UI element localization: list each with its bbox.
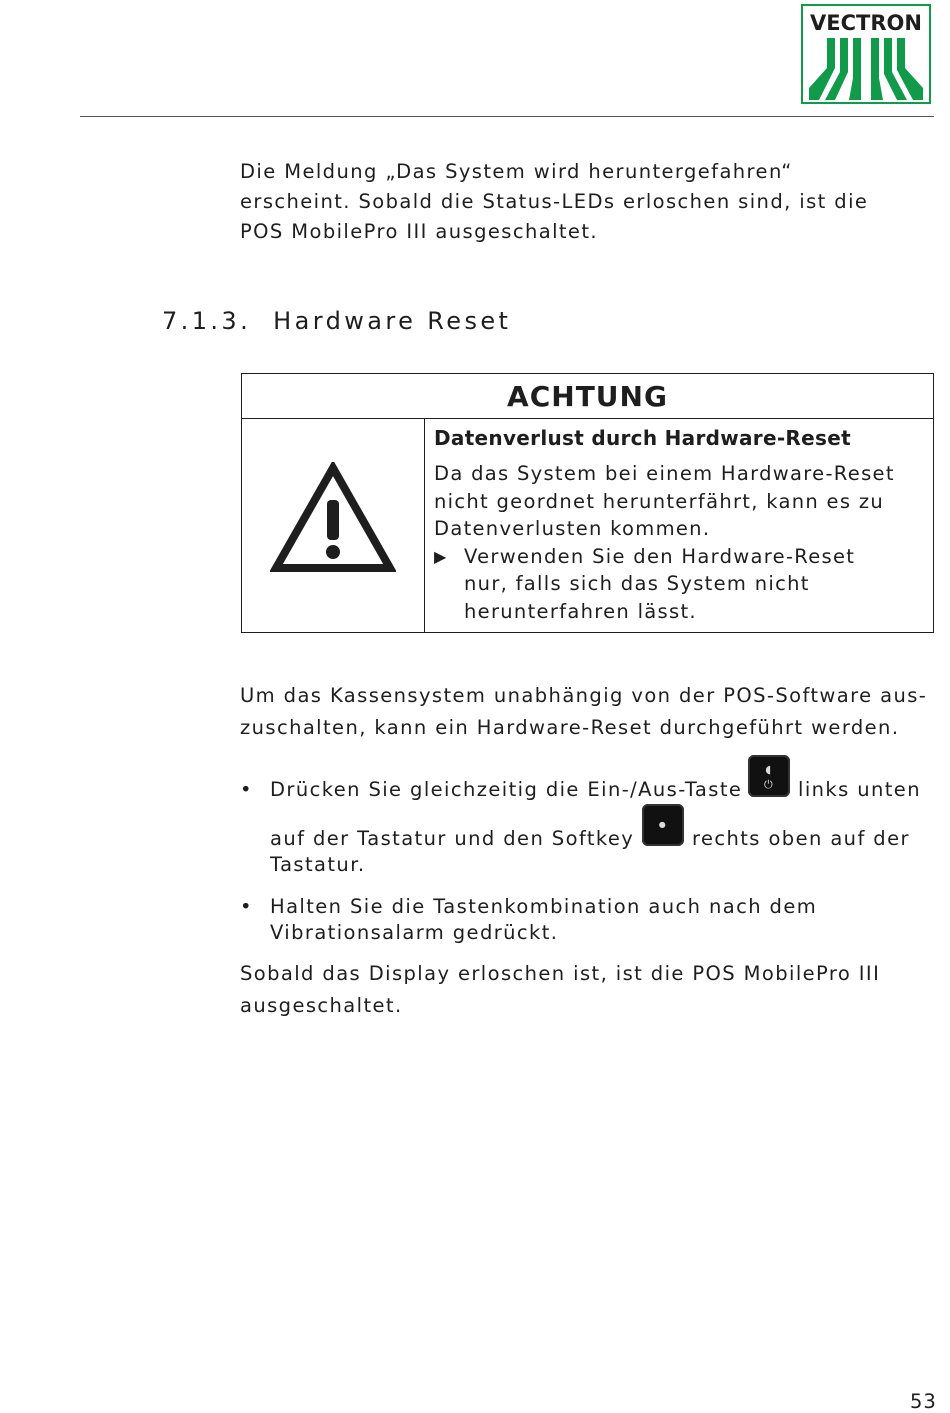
softkey-icon: ● — [642, 804, 684, 846]
warning-title: Datenverlust durch Hardware-Reset — [434, 426, 851, 450]
bullet-text: Drücken Sie gleichzeitig die Ein-/Aus-Taste — [270, 778, 743, 801]
body-line: Um das Kassensystem unabhängig von der POS-Software aus- — [240, 684, 928, 707]
power-key-icon: ◖ ⏻ — [748, 755, 790, 797]
body-paragraph — [240, 680, 930, 743]
closing-paragraph — [240, 958, 930, 1021]
bullet-line: Vibrationsalarm gedrückt. — [270, 921, 559, 944]
logo-text: VECTRON — [810, 11, 922, 35]
body-line: zuschalten, kann ein Hardware-Reset durchgeführt werden. — [240, 715, 900, 739]
section-heading — [162, 307, 511, 335]
warning-text-line: nicht geordnet herunterfährt, kann es zu — [434, 489, 885, 513]
step-arrow-icon: ▶ — [434, 546, 447, 566]
warning-divider — [424, 418, 425, 632]
warning-step — [434, 543, 914, 626]
warning-body — [434, 426, 914, 625]
logo-mark-icon — [809, 38, 923, 100]
intro-paragraph — [240, 157, 920, 247]
bullet-text: auf der Tastatur und den Softkey — [270, 827, 635, 850]
bullet-marker: • — [240, 895, 253, 918]
vectron-logo — [801, 4, 931, 104]
warning-step-line: nur, falls sich das System nicht — [464, 572, 810, 595]
warning-header: ACHTUNG — [242, 374, 933, 419]
section-title: Hardware Reset — [273, 307, 512, 335]
warning-text — [434, 460, 914, 543]
bullet-marker: • — [240, 778, 253, 801]
bullet-text: rechts oben auf der — [692, 827, 910, 850]
closing-line: Sobald das Display erloschen ist, ist die POS MobilePro III — [240, 962, 881, 985]
bullet-line — [270, 853, 930, 876]
warning-step-line: herunterfahren lässt. — [464, 599, 697, 623]
bullet-line — [692, 827, 942, 850]
warning-text-line: Da das System bei einem Hardware-Reset — [434, 462, 895, 485]
intro-line: Die Meldung „Das System wird heruntergefahren“ — [240, 160, 793, 183]
page-number: 53 — [910, 1390, 937, 1413]
warning-step-line: Verwenden Sie den Hardware-Reset — [464, 544, 856, 568]
warning-step-text — [464, 543, 855, 626]
warning-text-line: Datenverlusten kommen. — [434, 517, 711, 540]
intro-line: erscheint. Sobald die Status-LEDs erloschen sind, ist die — [240, 190, 869, 213]
section-number: 7.1.3. — [162, 307, 252, 335]
bullet-text: links unten — [798, 778, 921, 801]
closing-line: ausgeschaltet. — [240, 993, 403, 1017]
warning-box — [241, 373, 934, 633]
bullet-line — [798, 778, 938, 801]
warning-triangle-icon — [270, 462, 396, 574]
intro-line: POS MobilePro III ausgeschaltet. — [240, 220, 598, 243]
header-rule — [80, 116, 934, 117]
bullet-text: Tastatur. — [270, 853, 366, 876]
bullet-line: Halten Sie die Tastenkombination auch nach dem — [270, 895, 818, 918]
